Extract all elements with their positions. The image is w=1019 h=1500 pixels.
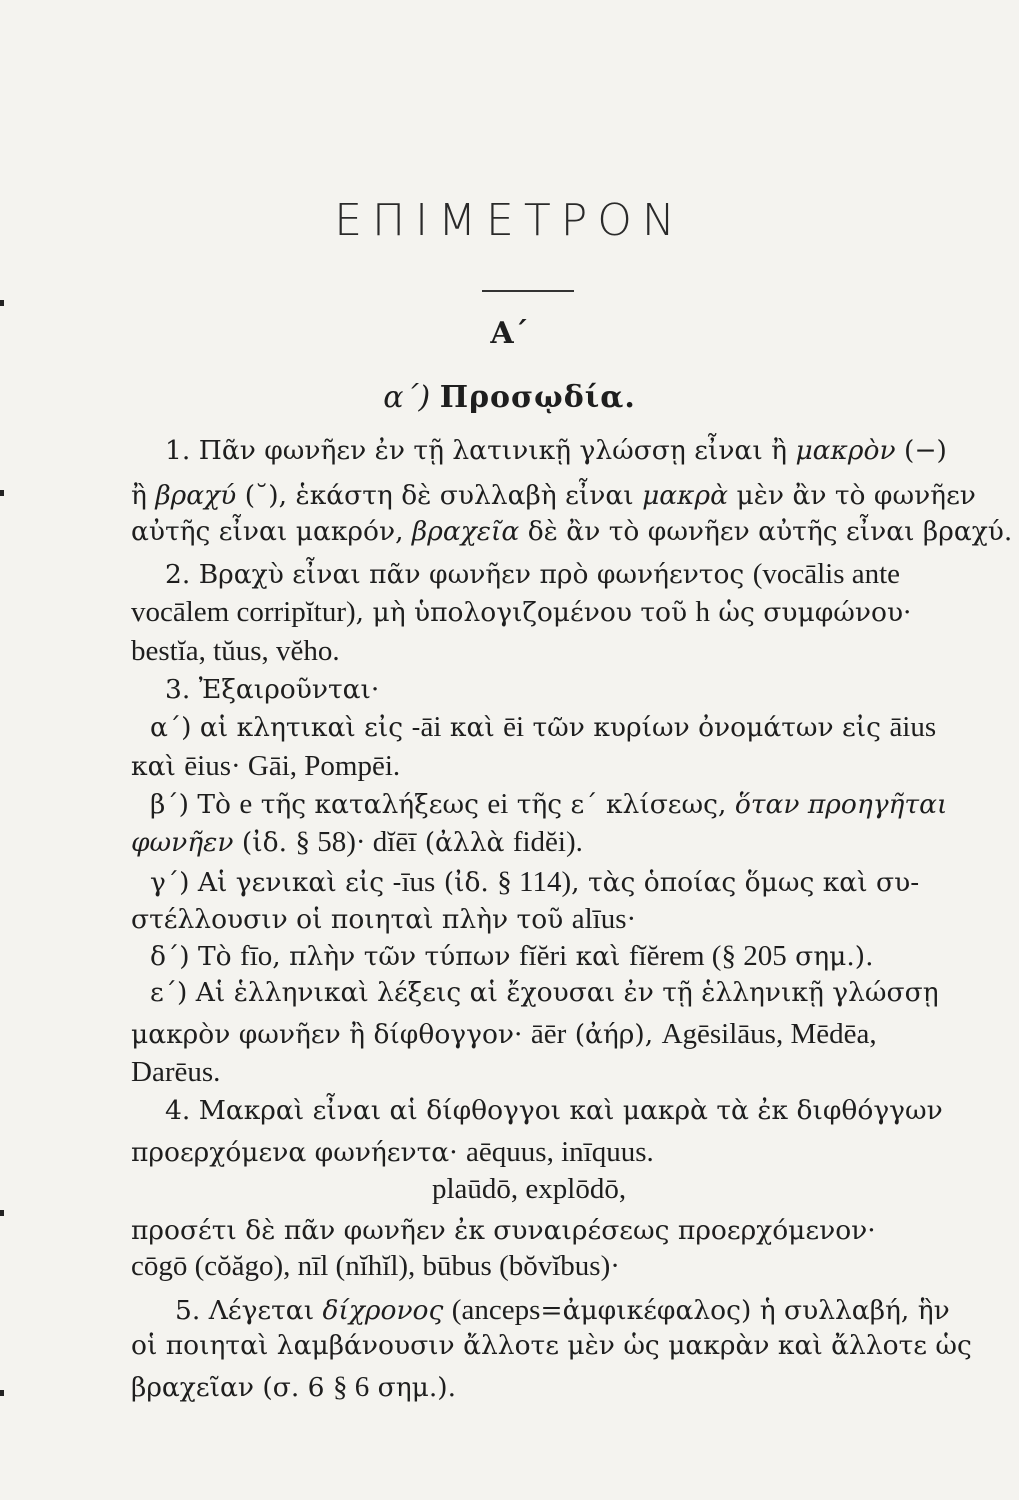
section-number: α΄) [383, 380, 431, 415]
page-title: ΕΠΙΜΕΤΡΟΝ [334, 195, 685, 246]
text-segment: 2. Βραχὺ εἶναι πᾶν φωνῆεν πρὸ φωνήεντος [165, 559, 753, 590]
text-line [131, 1020, 877, 1049]
chapter-heading: Α΄ [490, 316, 529, 351]
text-segment: 1. Πᾶν φωνῆεν ἐν τῇ λατινικῇ γλώσσῃ εἶναι ἢ [165, 435, 796, 466]
text-segment: , τὰς ὁποίας ὅμως καὶ συ- [571, 867, 920, 898]
text-segment: § 114) [497, 866, 572, 898]
text-segment: βραχεῖα [411, 516, 520, 547]
text-segment: īus [401, 866, 436, 898]
text-line [165, 560, 900, 589]
scan-edge-mark [0, 300, 4, 306]
text-segment: μακρὰ [642, 480, 729, 511]
text-segment: γ΄) Αἱ γενικαὶ εἰς - [150, 867, 402, 898]
text-segment: καὶ [441, 712, 504, 743]
scan-edge-mark [0, 1210, 4, 1216]
scan-edge-mark [0, 1390, 4, 1396]
text-line [131, 1330, 972, 1361]
text-segment: σημ.). [369, 1372, 457, 1403]
text-segment: ε΄) Αἱ ἑλληνικαὶ λέξεις αἱ ἔχουσαι ἐν τῇ ἑλληνικῇ γλώσσῃ [150, 977, 939, 1008]
text-segment: āius [889, 711, 937, 743]
text-segment: μακρὸν [795, 435, 896, 466]
text-segment: 3. Ἐξαιροῦνται· [165, 674, 380, 705]
text-line [131, 1215, 876, 1246]
text-segment: Agēsilāus, Mēdēa, [661, 1018, 877, 1050]
text-segment: (ἰδ. [233, 827, 296, 858]
text-segment: (ἀλλὰ [416, 827, 513, 858]
text-segment: ἢ [131, 480, 156, 511]
text-segment: μακρὸν φωνῆεν ἢ δίφθογγον· [131, 1019, 531, 1050]
text-segment: τῶν κυρίων ὀνομάτων εἰς [524, 712, 890, 743]
text-segment: h [695, 596, 710, 628]
text-segment: προερχόμενα φωνήεντα· [131, 1137, 467, 1168]
text-segment: (ἀήρ), [566, 1019, 662, 1050]
text-segment: ὡς συμφώνου· [710, 597, 912, 628]
text-segment: βραχεῖαν (σ. 6 [131, 1372, 333, 1403]
text-segment: § 6 [332, 1371, 370, 1403]
text-segment: fīo [240, 940, 273, 972]
text-line [131, 1058, 220, 1087]
text-segment: ὅταν προηγῆται [734, 789, 948, 820]
section-name: Προσῳδία. [439, 380, 636, 415]
text-segment: τῆς ε΄ κλίσεως, [508, 789, 735, 820]
text-segment: στέλλουσιν οἱ ποιηταὶ πλὴν τοῦ [131, 904, 572, 935]
text-segment: β΄) Τὸ [150, 789, 240, 820]
title-rule [482, 290, 574, 292]
text-line [165, 435, 947, 466]
text-segment: βραχύ [155, 480, 237, 511]
text-line [131, 516, 1013, 547]
text-segment: āēr [530, 1018, 567, 1050]
text-segment: =ἀμφικέφαλος) ἡ συλλαβή, ἣν [540, 1295, 950, 1326]
text-segment: καὶ [567, 941, 629, 972]
text-line [131, 1373, 456, 1402]
text-segment: § 58)· dĭēī [295, 826, 417, 858]
text-line [131, 1138, 654, 1167]
text-line [131, 752, 400, 781]
text-line [150, 713, 936, 742]
text-line [432, 1175, 626, 1204]
text-line [131, 480, 976, 511]
text-segment: δ΄) Τὸ [150, 941, 241, 972]
text-line [175, 1296, 950, 1325]
text-segment: fĭĕrem (§ 205 [628, 940, 787, 972]
text-line [150, 977, 939, 1008]
text-segment: Darēus. [131, 1056, 221, 1088]
text-segment: μὲν ἂν τὸ φωνῆεν [728, 480, 976, 511]
text-line [150, 790, 947, 819]
text-segment: καὶ [131, 751, 185, 782]
section-heading [0, 380, 1019, 415]
text-segment: , μὴ ὑπολογιζομένου τοῦ [355, 597, 696, 628]
text-segment: ēi [503, 711, 525, 743]
text-segment: āi [420, 711, 442, 743]
scan-edge-mark [0, 490, 4, 496]
text-segment: τῆς καταλήξεως [252, 789, 488, 820]
text-segment: bestĭa, tŭus, vĕho. [131, 635, 340, 667]
text-line [131, 905, 636, 934]
text-line [150, 942, 874, 971]
text-segment: (˘), ἑκάστη δὲ συλλαβὴ εἶναι [236, 480, 643, 511]
text-segment: plaūdō, explōdō, [432, 1173, 627, 1205]
text-segment: δίχρονος [322, 1295, 444, 1326]
text-segment [443, 1295, 451, 1326]
text-segment: (vocālis ante [752, 558, 901, 590]
text-segment: δὲ ἂν τὸ φωνῆεν αὐτῆς εἶναι βραχύ. [519, 516, 1013, 547]
text-line [165, 1095, 943, 1126]
text-segment: fidĕi). [512, 826, 583, 858]
text-line [131, 828, 583, 857]
text-segment: 5. Λέγεται [175, 1295, 323, 1326]
text-line [165, 674, 380, 705]
text-segment: ei [487, 788, 509, 820]
text-line [131, 1252, 620, 1281]
text-line [131, 598, 911, 627]
text-line [131, 637, 340, 666]
text-segment: cōgō (cŏăgo), nīl (nĭhĭl), būbus (bŏvĭbus)· [131, 1250, 620, 1282]
text-segment: e [239, 788, 253, 820]
text-segment: alīus· [571, 903, 637, 935]
text-segment: αὐτῆς εἶναι μακρόν, [131, 516, 412, 547]
text-line [150, 868, 919, 897]
text-segment: vocālem corripĭtur) [131, 596, 356, 628]
text-segment: aēquus, inīquus. [466, 1136, 654, 1168]
text-segment: 4. Μακραὶ εἶναι αἱ δίφθογγοι καὶ μακρὰ τὰ ἐκ διφθόγγων [165, 1095, 943, 1126]
text-segment: οἱ ποιηταὶ λαμβάνουσιν ἄλλοτε μὲν ὡς μακρὰν καὶ ἄλλοτε ὡς [131, 1330, 972, 1361]
text-segment: (−) [895, 435, 947, 466]
text-segment: fĭĕri [518, 940, 568, 972]
text-segment: α΄) αἱ κλητικαὶ εἰς - [150, 712, 421, 743]
text-segment: φωνῆεν [131, 827, 234, 858]
text-segment: , πλὴν τῶν τύπων [272, 941, 519, 972]
text-segment: ēius· Gāi, Pompēi. [184, 750, 401, 782]
text-segment: σημ.). [786, 941, 874, 972]
text-segment: (ἰδ. [435, 867, 498, 898]
text-segment: (anceps [451, 1294, 541, 1326]
text-segment: προσέτι δὲ πᾶν φωνῆεν ἐκ συναιρέσεως προερχόμενον· [131, 1215, 876, 1246]
